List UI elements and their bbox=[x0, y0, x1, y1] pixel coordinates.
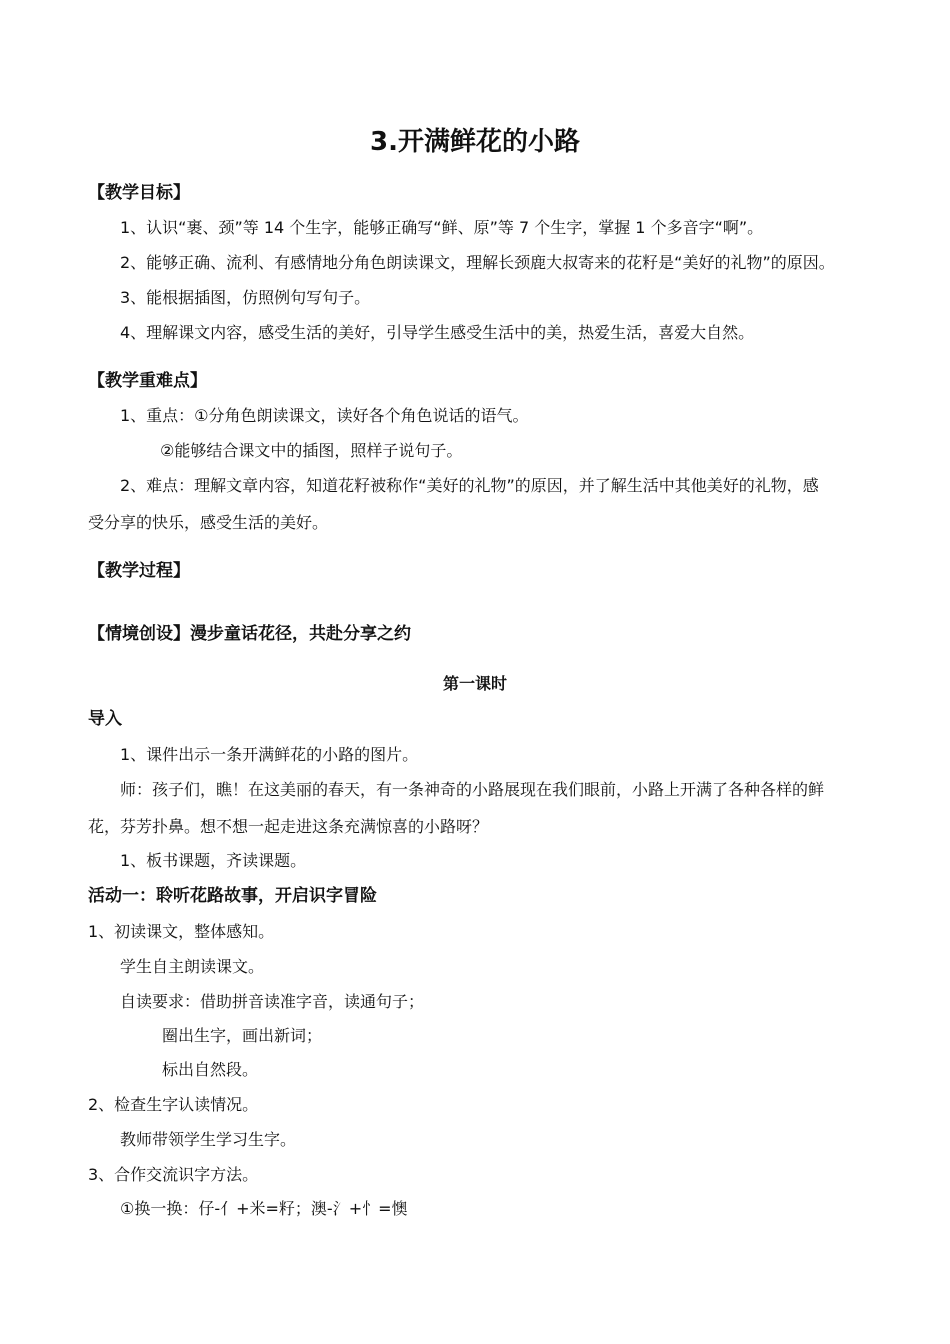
activity-item: 圈出生字，画出新词； bbox=[162, 1026, 323, 1045]
intro-item: 师：孩子们，瞧！在这美丽的春天，有一条神奇的小路展现在我们眼前，小路上开满了各种各样的鲜 bbox=[120, 780, 825, 799]
keypoint-item: 2、难点：理解文章内容，知道花籽被称作“美好的礼物”的原因，并了解生活中其他美好的礼物，感 bbox=[120, 476, 819, 495]
process-heading: 【教学过程】 bbox=[88, 561, 190, 581]
objective-item: 1、认识“裹、颈”等 14 个生字，能够正确写“鲜、原”等 7 个生字，掌握 1 个多音字“啊”。 bbox=[120, 218, 764, 237]
activity-item: 自读要求：借助拼音读准字音，读通句子； bbox=[120, 992, 425, 1011]
keypoint-item: 受分享的快乐，感受生活的美好。 bbox=[88, 513, 329, 532]
intro-item: 花，芬芳扑鼻。想不想一起走进这条充满惊喜的小路呀？ bbox=[88, 817, 489, 836]
lesson-heading: 第一课时 bbox=[442, 674, 507, 693]
keypoint-item: 1、重点：①分角色朗读课文，读好各个角色说话的语气。 bbox=[120, 406, 529, 425]
activity1-heading: 活动一：聆听花路故事，开启识字冒险 bbox=[88, 886, 377, 906]
activity-item: 标出自然段。 bbox=[162, 1060, 259, 1079]
activity-item: 2、检查生字认读情况。 bbox=[88, 1095, 259, 1114]
keypoints-heading: 【教学重难点】 bbox=[88, 371, 207, 391]
objectives-heading: 【教学目标】 bbox=[88, 183, 190, 203]
activity-item: 学生自主朗读课文。 bbox=[120, 957, 265, 976]
activity-item: 1、初读课文，整体感知。 bbox=[88, 922, 275, 941]
intro-item: 1、板书课题，齐读课题。 bbox=[120, 851, 307, 870]
objective-item: 2、能够正确、流利、有感情地分角色朗读课文，理解长颈鹿大叔寄来的花籽是“美好的礼物”的原因。 bbox=[120, 253, 835, 272]
keypoint-item: ②能够结合课文中的插图，照样子说句子。 bbox=[160, 441, 463, 460]
scenario-heading: 【情境创设】漫步童话花径，共赴分享之约 bbox=[88, 624, 411, 644]
intro-heading: 导入 bbox=[88, 709, 122, 729]
objective-item: 3、能根据插图，仿照例句写句子。 bbox=[120, 288, 371, 307]
activity-item: 教师带领学生学习生字。 bbox=[120, 1130, 297, 1149]
intro-item: 1、课件出示一条开满鲜花的小路的图片。 bbox=[120, 745, 419, 764]
objective-item: 4、理解课文内容，感受生活的美好，引导学生感受生活中的美，热爱生活，喜爱大自然。 bbox=[120, 323, 755, 342]
document-title: 3.开满鲜花的小路 bbox=[370, 127, 580, 157]
activity-item: ①换一换：仔-亻+米=籽；澳-氵+忄=懊 bbox=[120, 1199, 408, 1218]
activity-item: 3、合作交流识字方法。 bbox=[88, 1165, 259, 1184]
